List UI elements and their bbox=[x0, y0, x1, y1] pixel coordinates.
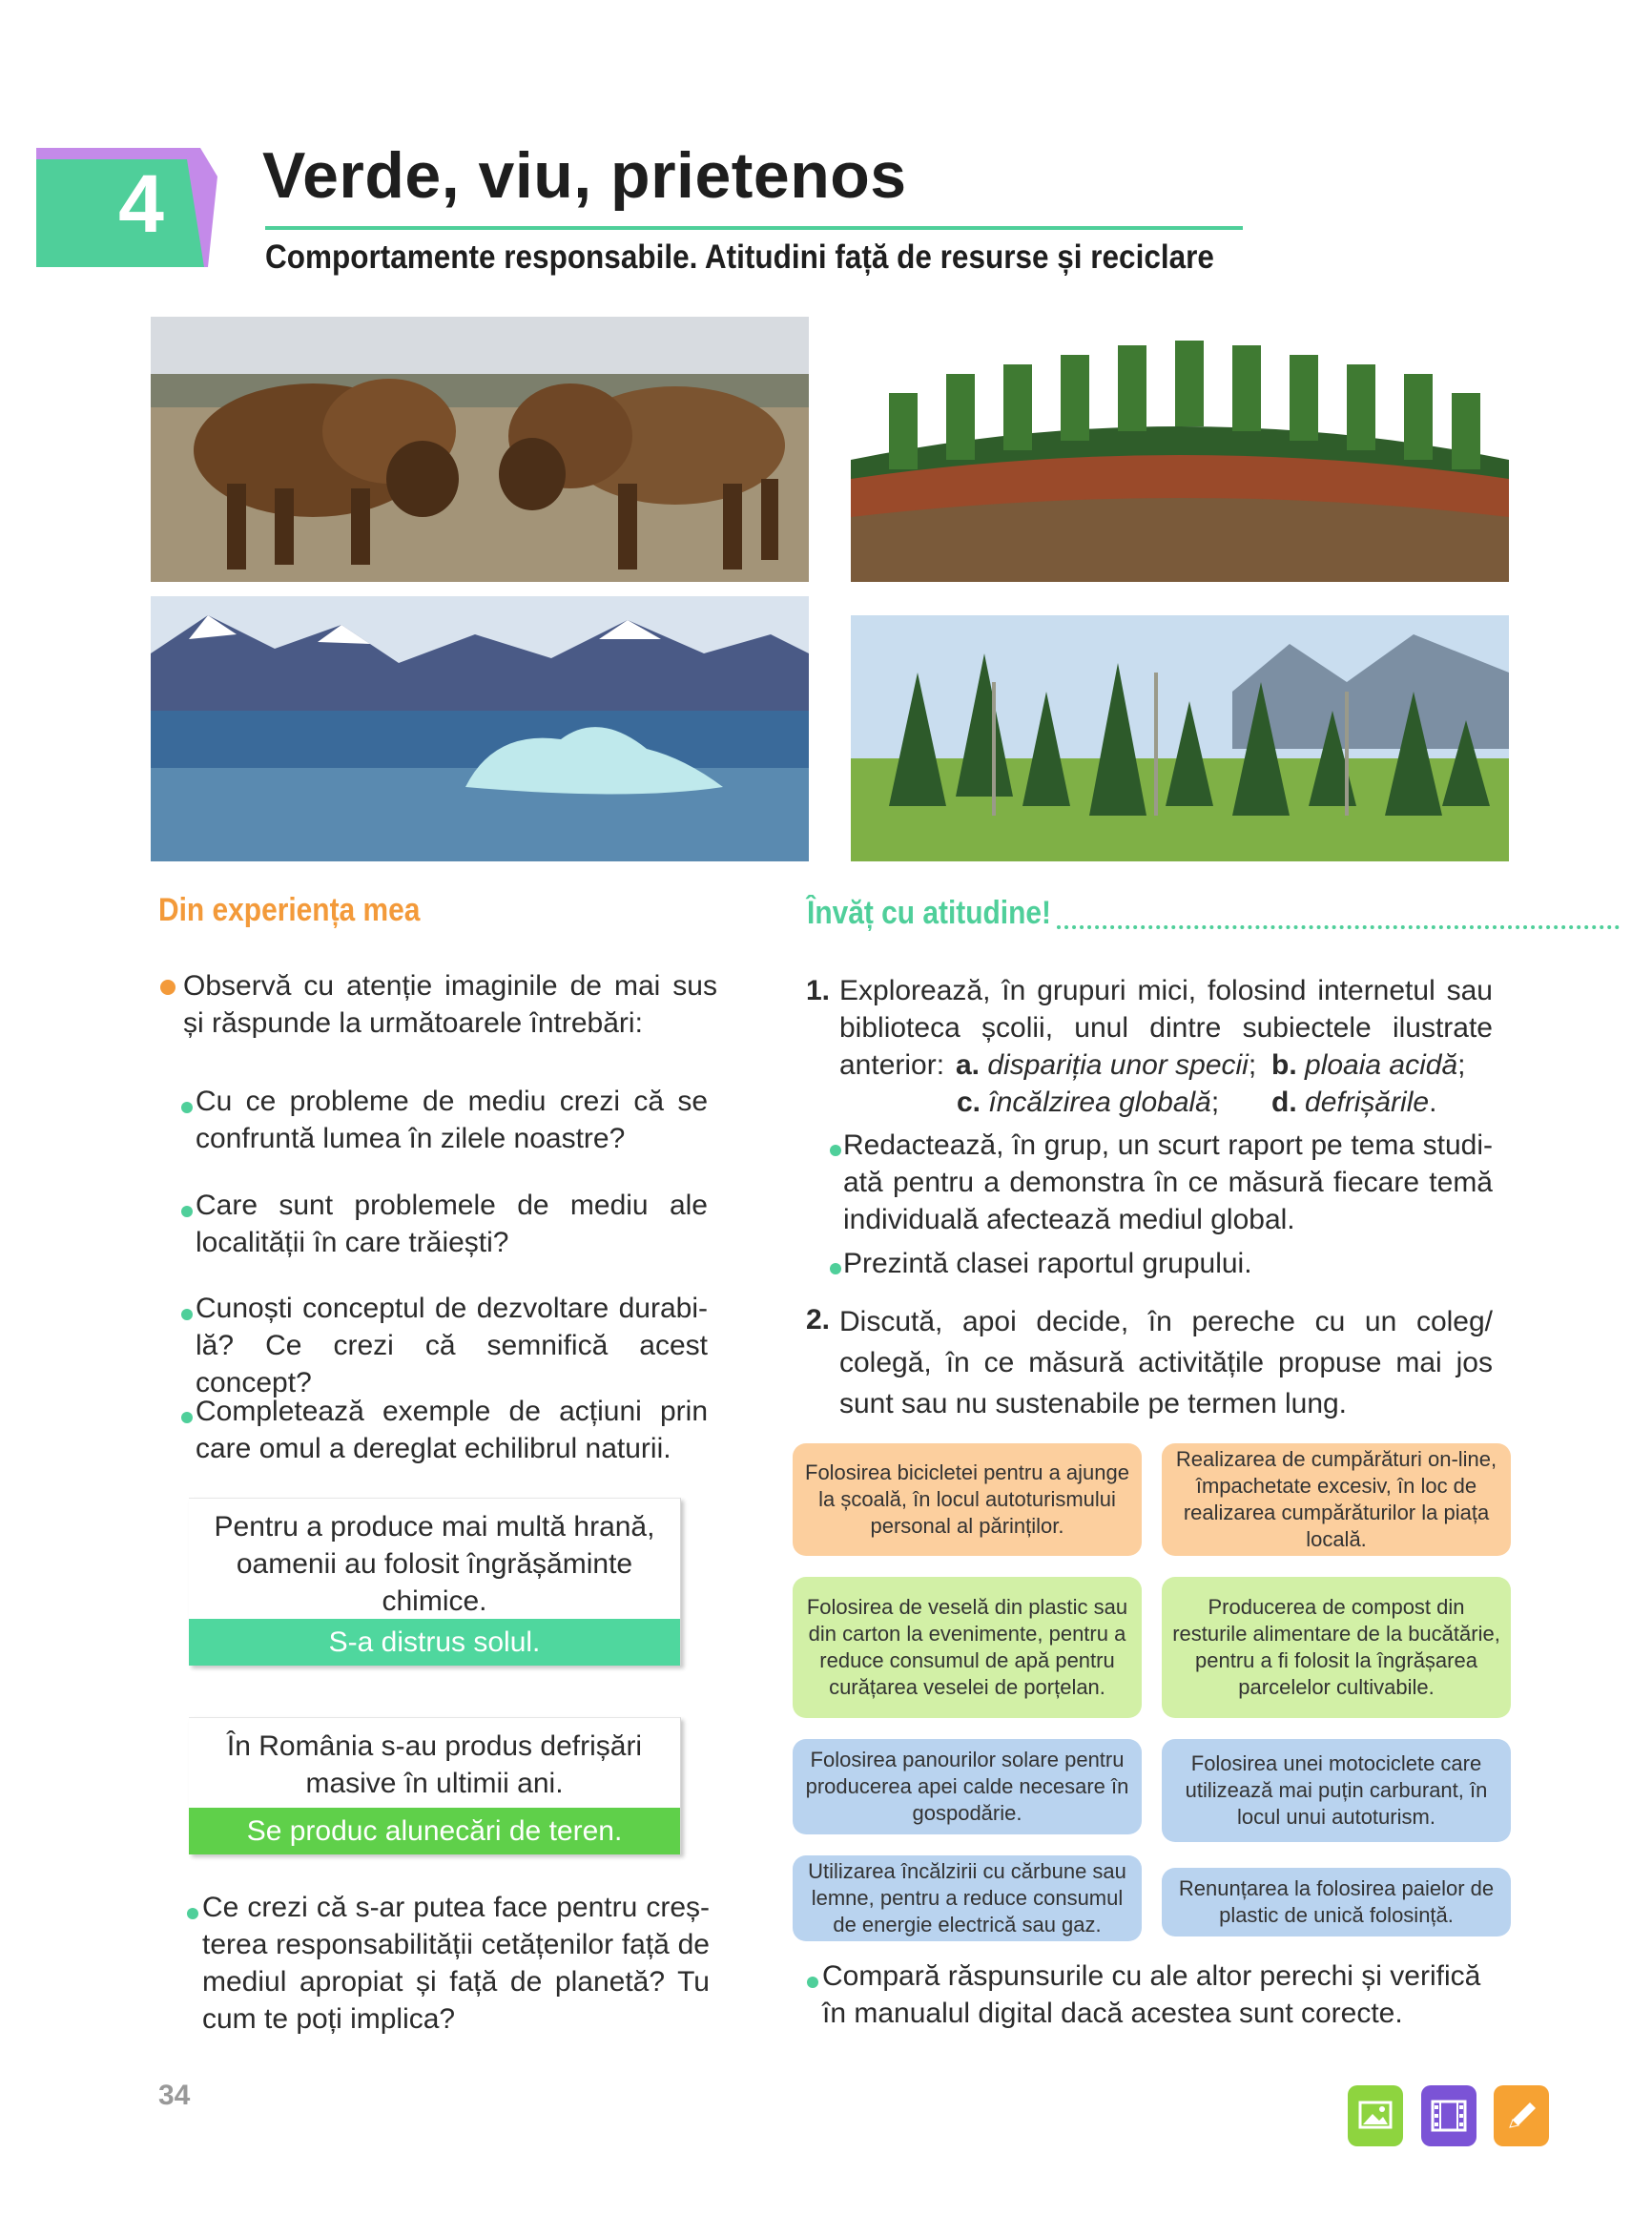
example-cause: În România s-au produs defrișări masive în ultimii ani. bbox=[226, 1730, 643, 1799]
question-item: Completează exemple de acțiuni prin care omul a dereglat echilibrul naturii. bbox=[196, 1396, 708, 1464]
dead-forest-photo bbox=[851, 615, 1509, 861]
lesson-number: 4 bbox=[118, 158, 164, 250]
example-box bbox=[189, 1717, 681, 1854]
bullet-icon bbox=[181, 1309, 193, 1320]
example-box bbox=[189, 1498, 681, 1666]
page-number: 34 bbox=[158, 2080, 191, 2111]
bullet-icon bbox=[181, 1412, 193, 1423]
orange-bullet-icon bbox=[160, 980, 176, 995]
example-effect: Se produc alunecări de teren. bbox=[189, 1808, 680, 1854]
bullet-icon bbox=[830, 1145, 841, 1156]
page-title: Verde, viu, prietenos bbox=[262, 139, 907, 212]
separator: ; bbox=[1210, 1087, 1220, 1118]
page-subtitle: Comportamente responsabile. Atitudini față de resurse și reciclare bbox=[265, 238, 1214, 276]
activity-card: Folosirea de veselă din plastic sau din carton la evenimente, pentru a reduce consumul de apă pentru curățarea veselei de porțelan. bbox=[793, 1577, 1142, 1718]
intro-instruction: Observă cu atenție imaginile de mai sus și răspunde la următoarele întrebări: bbox=[183, 970, 717, 1039]
final-question: Ce crezi că s-ar putea face pentru creș-terea responsabilității cetățenilor față de mediul apropiat și față de planetă? Tu cum te poți implica? bbox=[202, 1892, 710, 2035]
pencil-icon[interactable] bbox=[1494, 2085, 1549, 2146]
bullet-icon bbox=[181, 1206, 193, 1217]
activity-card: Utilizarea încălzirii cu cărbune sau lemne, pentru a reduce consumul de energie electrică sau gaz. bbox=[793, 1855, 1142, 1941]
bullet-icon bbox=[187, 1908, 198, 1919]
question-item: Care sunt problemele de mediu ale localității în care trăiești? bbox=[196, 1190, 708, 1258]
task-number: 1. bbox=[806, 975, 831, 1006]
option-letter: c. bbox=[957, 1087, 981, 1118]
activity-card: Producerea de compost din resturile alimentare de la bucătărie, pentru a fi folosit la îngrășarea parcelelor cultivabile. bbox=[1162, 1577, 1511, 1718]
option-b bbox=[1271, 1046, 1465, 1084]
bullet-icon bbox=[807, 1977, 818, 1988]
activity-card: Folosirea unei motociclete care utilizează mai puțin carburant, în locul unui autoturism. bbox=[1162, 1739, 1511, 1842]
option-letter: d. bbox=[1271, 1087, 1297, 1118]
example-effect: S-a distrus solul. bbox=[189, 1619, 680, 1666]
example-cause: Pentru a produce mai multă hrană, oamenii au folosit îngrășăminte chimice. bbox=[214, 1511, 655, 1617]
task-1-bullet: Redactează, în grup, un scurt raport pe tema studi-ată pentru a demonstra în ce măsură fiecare temă individuală afectează mediul global. bbox=[843, 1129, 1493, 1235]
activity-card: Renunțarea la folosirea paielor de plastic de unică folosință. bbox=[1162, 1868, 1511, 1936]
heading-dotted-line bbox=[1057, 925, 1620, 929]
task-1-text: Explorează, în grupuri mici, folosind internetul sau biblioteca școlii, unul dintre subiectele ilustrate anterior: bbox=[839, 975, 1493, 1081]
option-text: defrișările bbox=[1305, 1087, 1430, 1118]
question-item: Cu ce probleme de mediu crezi că se confruntă lumea în zilele noastre? bbox=[196, 1086, 708, 1154]
task-2-text: Discută, apoi decide, în pereche cu un coleg/ colegă, în ce măsură activitățile propuse mai jos sunt sau nu sustenabile pe termen lung. bbox=[839, 1306, 1493, 1419]
separator: . bbox=[1429, 1087, 1437, 1118]
bullet-icon bbox=[181, 1102, 193, 1113]
task-1-bullet: Prezintă clasei raportul grupului. bbox=[843, 1248, 1252, 1279]
question-item: Cunoști conceptul de dezvoltare durabi-lă? Ce crezi că semnifică acest concept? bbox=[196, 1293, 708, 1398]
option-d bbox=[1271, 1084, 1436, 1121]
title-divider bbox=[265, 226, 1243, 230]
bullet-icon bbox=[830, 1263, 841, 1274]
option-letter: a. bbox=[956, 1049, 981, 1081]
closing-instruction: Compară răspunsurile cu ale altor perechi și verifică în manualul digital dacă acestea sunt corecte. bbox=[822, 1960, 1481, 2029]
activity-card: Realizarea de cumpărături on-line, împachetate excesiv, în loc de realizarea cumpărăturilor la piața locală. bbox=[1162, 1443, 1511, 1556]
separator: ; bbox=[1457, 1049, 1466, 1081]
option-text: dispariția unor specii bbox=[987, 1049, 1249, 1081]
task-number: 2. bbox=[806, 1304, 831, 1336]
image-icon[interactable] bbox=[1348, 2085, 1403, 2146]
option-a bbox=[956, 1046, 1256, 1084]
option-c bbox=[957, 1084, 1219, 1121]
deforestation-photo bbox=[851, 336, 1509, 582]
section-heading-experience: Din experiența mea bbox=[158, 892, 421, 928]
separator: ; bbox=[1248, 1049, 1257, 1081]
option-letter: b. bbox=[1271, 1049, 1297, 1081]
activity-card: Folosirea bicicletei pentru a ajunge la școală, în locul autoturismului personal al părinților. bbox=[793, 1443, 1142, 1556]
activity-card: Folosirea panourilor solare pentru producerea apei calde necesare în gospodărie. bbox=[793, 1739, 1142, 1834]
video-icon[interactable] bbox=[1421, 2085, 1476, 2146]
option-text: încălzirea globală bbox=[988, 1087, 1211, 1118]
bison-photo bbox=[151, 317, 809, 582]
section-heading-attitude: Învăț cu atitudine! bbox=[807, 895, 1052, 931]
iceberg-photo bbox=[151, 596, 809, 861]
option-text: ploaia acidă bbox=[1305, 1049, 1458, 1081]
